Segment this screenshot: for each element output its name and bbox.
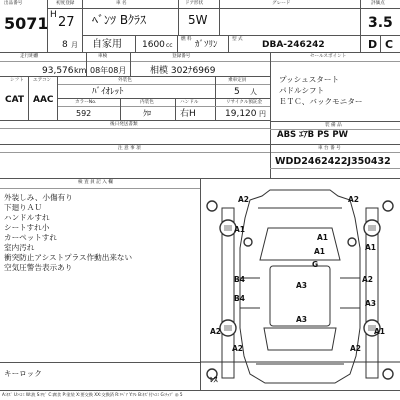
divider (270, 121, 400, 122)
inspector-bottom-note: キーロック (4, 369, 42, 378)
rear-docs-label: 後日発送書類 (110, 122, 138, 127)
lot-label: 出品番号 (4, 1, 23, 6)
wheel-hub (224, 225, 232, 231)
notice-label: 注 意 事 項 (118, 146, 141, 151)
divider (270, 52, 271, 144)
inspector-note: シートすれ小 (4, 223, 50, 232)
windshield (260, 228, 340, 260)
capacity-value: 5 (234, 87, 240, 97)
divider (130, 52, 131, 76)
damage-mark: A1 (314, 247, 326, 256)
inspector-note: ハンドルすれ (4, 213, 50, 222)
divider (270, 168, 400, 169)
rear-window (264, 328, 336, 350)
damage-mark: A2 (362, 275, 374, 284)
sales-point-line: プッシュスタート (279, 75, 340, 84)
month-unit: 月 (71, 41, 78, 49)
car-name: ﾍﾞﾝﾂ Bｸﾗｽ (92, 13, 147, 27)
divider (380, 35, 381, 52)
damage-mark: A2 (210, 327, 222, 336)
divider (58, 106, 270, 107)
wheel-hub (224, 325, 232, 331)
divider (58, 84, 270, 85)
mirror-right (348, 238, 356, 246)
mirror-left (244, 238, 252, 246)
wheel-hub (368, 225, 376, 231)
damage-mark: A2 (238, 195, 250, 204)
inspector-note: 空気圧警告表示あり (4, 263, 73, 272)
divider (175, 98, 176, 120)
lot-number: 5071 (4, 14, 49, 33)
mileage-unit: km (74, 66, 87, 75)
inspection-date: 08年08月 (90, 66, 127, 75)
interior-color-value: ｸﾛ (143, 109, 151, 118)
equipment-list: ABS ｴｱB PS PW (277, 130, 348, 140)
damage-mark: A3 (365, 299, 377, 308)
doors-label: ドア形状 (185, 1, 204, 6)
bumper-corner (207, 201, 217, 211)
divider (0, 144, 400, 145)
plate-number: 相模 302ﾅ6969 (150, 66, 216, 76)
grade-label: グレード (272, 1, 291, 6)
bumper-corner (383, 369, 393, 379)
divider (0, 52, 400, 53)
legend-text: A:ｷｽﾞ U:ﾍｺﾐ W:波 S:ｻﾋﾞ C:腐食 P:塗装 X:要交換 XX:交換済 R:ﾘﾍﾟｱ Y:ﾜﾚ B:ｷｽﾞ付ﾍｺﾐ G:ﾁｯﾌﾟ ◎ 5 (2, 392, 183, 397)
score-label: 評価点 (371, 1, 385, 6)
interior-color-label: 内装色 (140, 100, 154, 105)
damage-mark: A1 (234, 225, 246, 234)
damage-mark: A1 (317, 233, 329, 242)
divider (0, 390, 400, 391)
divider (270, 144, 271, 178)
model-label: 型 式 (232, 37, 243, 42)
bumper-corner (383, 201, 393, 211)
handle-label: ハンドル (180, 100, 199, 105)
shift-value: CAT (5, 95, 25, 105)
divider (0, 76, 270, 77)
exterior-grade: C (385, 38, 394, 51)
plate-label: 登録番号 (172, 54, 191, 59)
color-no-label: カラーNo. (75, 100, 97, 105)
inspector-note: 下廻りＡＵ (4, 203, 42, 212)
reg-month: 8 (62, 40, 68, 50)
damage-mark: A2 (232, 344, 244, 353)
damage-mark: A1 (374, 327, 386, 336)
divider (0, 128, 270, 129)
divider (177, 35, 178, 52)
sales-point-line: ＥＴＣ、バックモニター (279, 97, 363, 106)
color-no-value: 592 (76, 109, 92, 118)
handle-value: 右H (180, 109, 196, 119)
inspector-note: 衝突防止アシストプラス作動出来ない (4, 253, 133, 262)
score-value: 3.5 (368, 15, 393, 31)
inspector-note: カーペットすれ (4, 233, 57, 242)
divider (82, 35, 400, 36)
model-code: DBA-246242 (262, 40, 325, 50)
divider (28, 76, 29, 120)
capacity-unit: 人 (250, 88, 257, 96)
chassis-number: WDD2462422J350432 (275, 156, 391, 167)
damage-mark: A2 (350, 344, 362, 353)
ac-value: AAC (33, 95, 54, 105)
fuel-type: ｶﾞｿﾘﾝ (195, 40, 218, 50)
inspector-title: 検 査 員 記 入 欄 (78, 180, 113, 185)
damage-mark: A2 (348, 195, 360, 204)
first-reg-label: 初度登録 (56, 1, 75, 6)
inspector-note: 室内汚れ (4, 243, 35, 252)
divider (82, 35, 83, 52)
divider (0, 362, 200, 363)
divider (0, 152, 400, 153)
reg-year: 27 (58, 15, 75, 30)
damage-mark: A3 (296, 315, 308, 324)
divider (0, 120, 270, 121)
mileage-label: 走行距離 (20, 54, 39, 59)
damage-mark: G (312, 260, 319, 269)
inspector-note: 外装しみ、小傷有り (4, 193, 73, 202)
equipment-title: 装 備 品 (325, 123, 342, 128)
divider (86, 52, 87, 76)
divider (120, 98, 121, 120)
mileage-value: 93,576 (42, 66, 74, 76)
chassis-label: 車 台 番 号 (318, 146, 341, 151)
divider (228, 35, 229, 52)
divider (0, 61, 400, 62)
car-name-label: 車 名 (116, 1, 127, 6)
damage-mark: A3 (296, 281, 308, 290)
divider (219, 0, 220, 35)
divider (58, 98, 270, 99)
capacity-label: 乗車定員 (228, 78, 247, 83)
door-type: 5W (188, 13, 208, 27)
exterior-color-value: ﾊﾞｲｵﾚｯﾄ (92, 87, 124, 97)
damage-mark: B4 (234, 294, 245, 303)
cc-unit: cc (166, 42, 173, 49)
sales-point-line: パドルシフト (279, 86, 325, 95)
recycle-fee: 19,120 (225, 109, 257, 119)
divider (178, 0, 179, 35)
interior-grade: D (368, 38, 378, 51)
sales-points-title: セールスポイント (310, 54, 347, 59)
recycle-unit: 円 (259, 110, 266, 118)
era-prefix: H (50, 10, 57, 20)
divider (135, 35, 136, 52)
inspection-label: 車検 (98, 54, 108, 59)
recycle-label: リサイクル預託金 (226, 100, 263, 105)
fuel-label: 燃 料 (181, 37, 192, 42)
damage-mark: B4 (234, 275, 245, 284)
shift-label: シフト (10, 78, 24, 83)
use-type: 自家用 (92, 39, 122, 50)
damage-mark: A1 (365, 243, 377, 252)
divider (0, 188, 200, 189)
divider (82, 0, 83, 35)
damage-mark: ﾚｽ (210, 375, 218, 384)
exterior-color-label: 外装色 (118, 78, 132, 83)
ac-label: エアコン (33, 78, 52, 83)
engine-cc: 1600 (142, 40, 165, 50)
divider (47, 8, 400, 9)
